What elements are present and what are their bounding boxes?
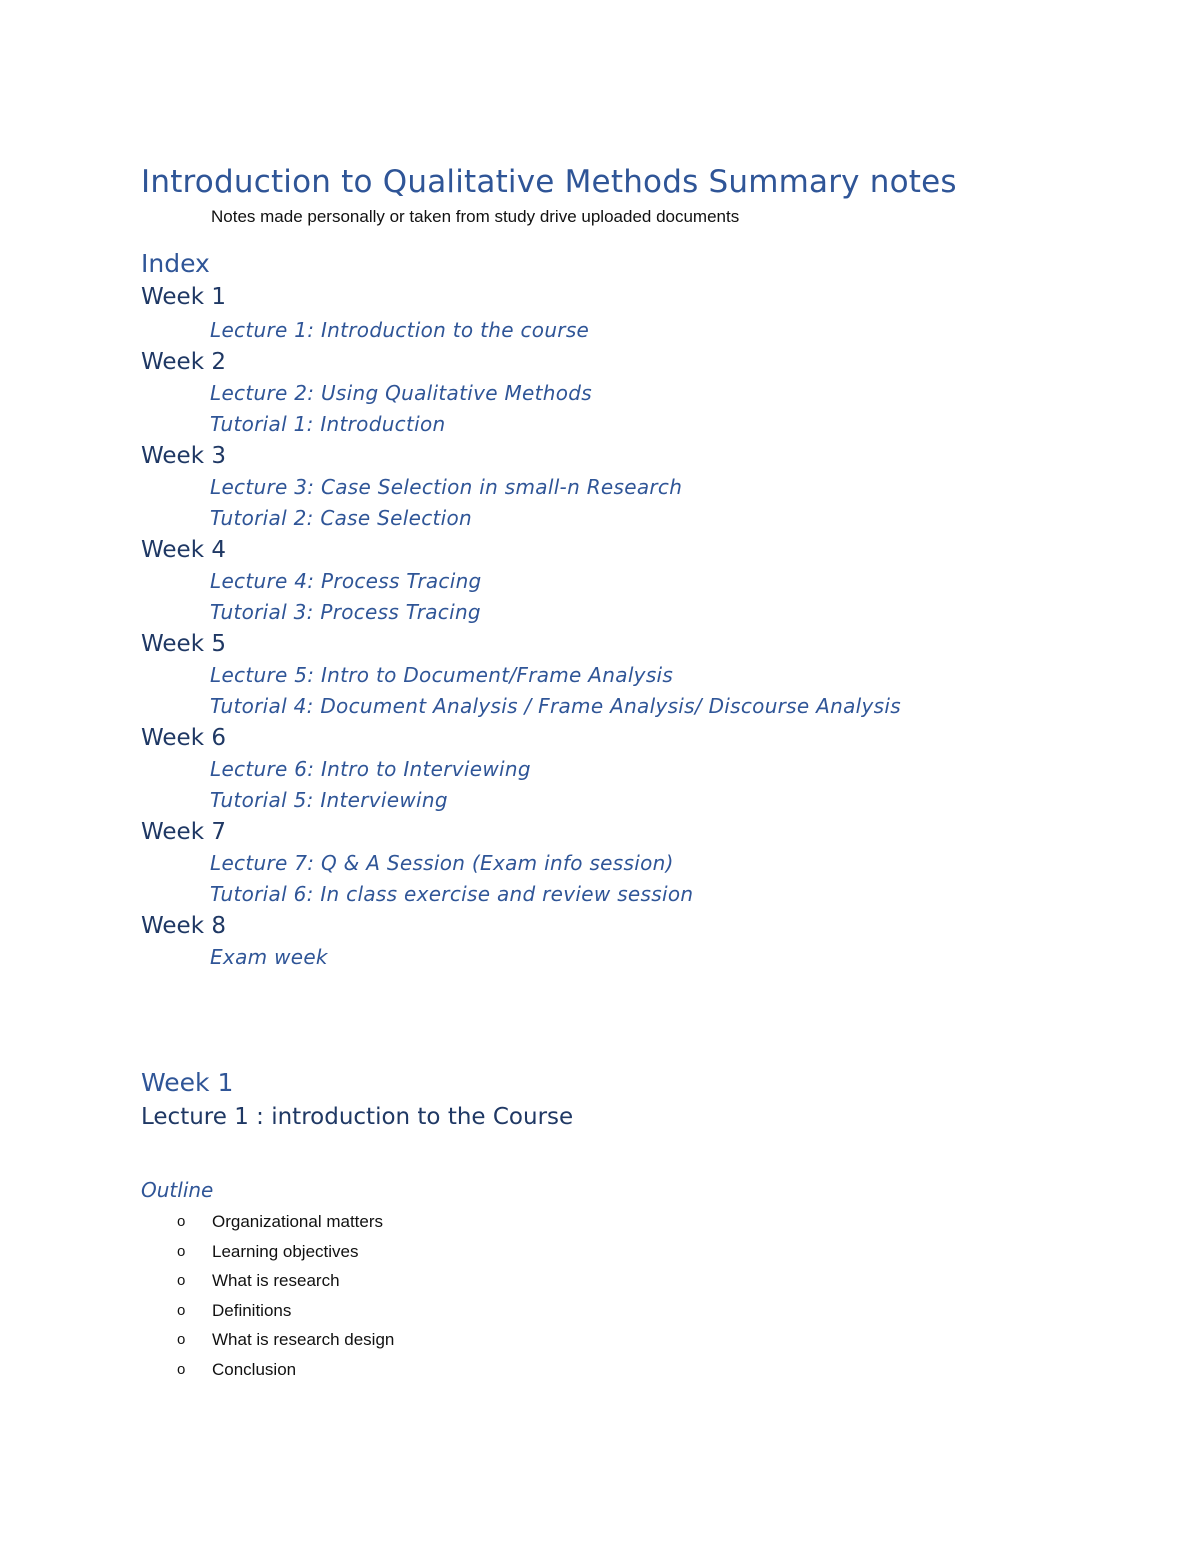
- circle-bullet-icon: o: [177, 1272, 186, 1290]
- index-entry-link[interactable]: Exam week: [210, 945, 328, 969]
- document-title: Introduction to Qualitative Methods Summary notes: [141, 164, 957, 200]
- outline-item-text: What is research design: [212, 1330, 395, 1350]
- index-week-label: Week 3: [141, 443, 226, 469]
- index-entry-link[interactable]: Lecture 4: Process Tracing: [210, 569, 482, 593]
- circle-bullet-icon: o: [177, 1213, 186, 1230]
- list-item: [0, 1296, 1200, 1326]
- index-entry-link[interactable]: Lecture 3: Case Selection in small-n Research: [210, 475, 683, 499]
- index-entry-link[interactable]: Tutorial 1: Introduction: [210, 412, 446, 436]
- circle-bullet-icon: o: [177, 1360, 186, 1378]
- index-week-label: Week 6: [141, 725, 226, 751]
- index-entry-link[interactable]: Lecture 1: Introduction to the course: [210, 318, 590, 342]
- outline-item-text: Conclusion: [212, 1359, 297, 1379]
- index-entry-link[interactable]: Lecture 6: Intro to Interviewing: [210, 757, 531, 781]
- list-item: [0, 1355, 1200, 1385]
- index-week-label: Week 1: [141, 284, 226, 310]
- index-entry-link[interactable]: Tutorial 3: Process Tracing: [210, 600, 481, 624]
- document-subtitle: Notes made personally or taken from study drive uploaded documents: [211, 207, 740, 226]
- index-week-label: Week 8: [141, 913, 226, 939]
- index-entry-link[interactable]: Lecture 2: Using Qualitative Methods: [210, 381, 593, 405]
- outline-heading: Outline: [141, 1178, 214, 1202]
- section-lecture-heading: Lecture 1 : introduction to the Course: [141, 1104, 574, 1130]
- circle-bullet-icon: o: [177, 1242, 186, 1260]
- circle-bullet-icon: o: [177, 1301, 186, 1319]
- index-entry-link[interactable]: Tutorial 5: Interviewing: [210, 788, 448, 812]
- outline-list: [0, 1207, 1200, 1385]
- outline-item-text: Organizational matters: [212, 1212, 384, 1231]
- index-week-label: Week 2: [141, 349, 226, 375]
- outline-item-text: Definitions: [212, 1300, 292, 1320]
- section-week-heading: Week 1: [141, 1068, 234, 1097]
- list-item: [0, 1325, 1200, 1355]
- outline-item-text: Learning objectives: [212, 1241, 359, 1261]
- outline-item-text: What is research: [212, 1271, 340, 1291]
- index-week-label: Week 7: [141, 819, 226, 845]
- index-heading: Index: [141, 249, 210, 278]
- index-week-label: Week 4: [141, 537, 226, 563]
- list-item: [0, 1266, 1200, 1296]
- index-list: [0, 282, 1200, 973]
- list-item: [0, 1237, 1200, 1267]
- index-entry-link[interactable]: Tutorial 2: Case Selection: [210, 506, 472, 530]
- circle-bullet-icon: o: [177, 1331, 186, 1349]
- index-entry-link[interactable]: Lecture 7: Q & A Session (Exam info session): [210, 851, 674, 875]
- index-week-label: Week 5: [141, 631, 226, 657]
- index-entry-link[interactable]: Tutorial 4: Document Analysis / Frame Analysis/ Discourse Analysis: [210, 694, 901, 718]
- index-entry-link[interactable]: Lecture 5: Intro to Document/Frame Analysis: [210, 663, 674, 687]
- list-item: [0, 1207, 1200, 1237]
- index-entry-link[interactable]: Tutorial 6: In class exercise and review session: [210, 882, 694, 906]
